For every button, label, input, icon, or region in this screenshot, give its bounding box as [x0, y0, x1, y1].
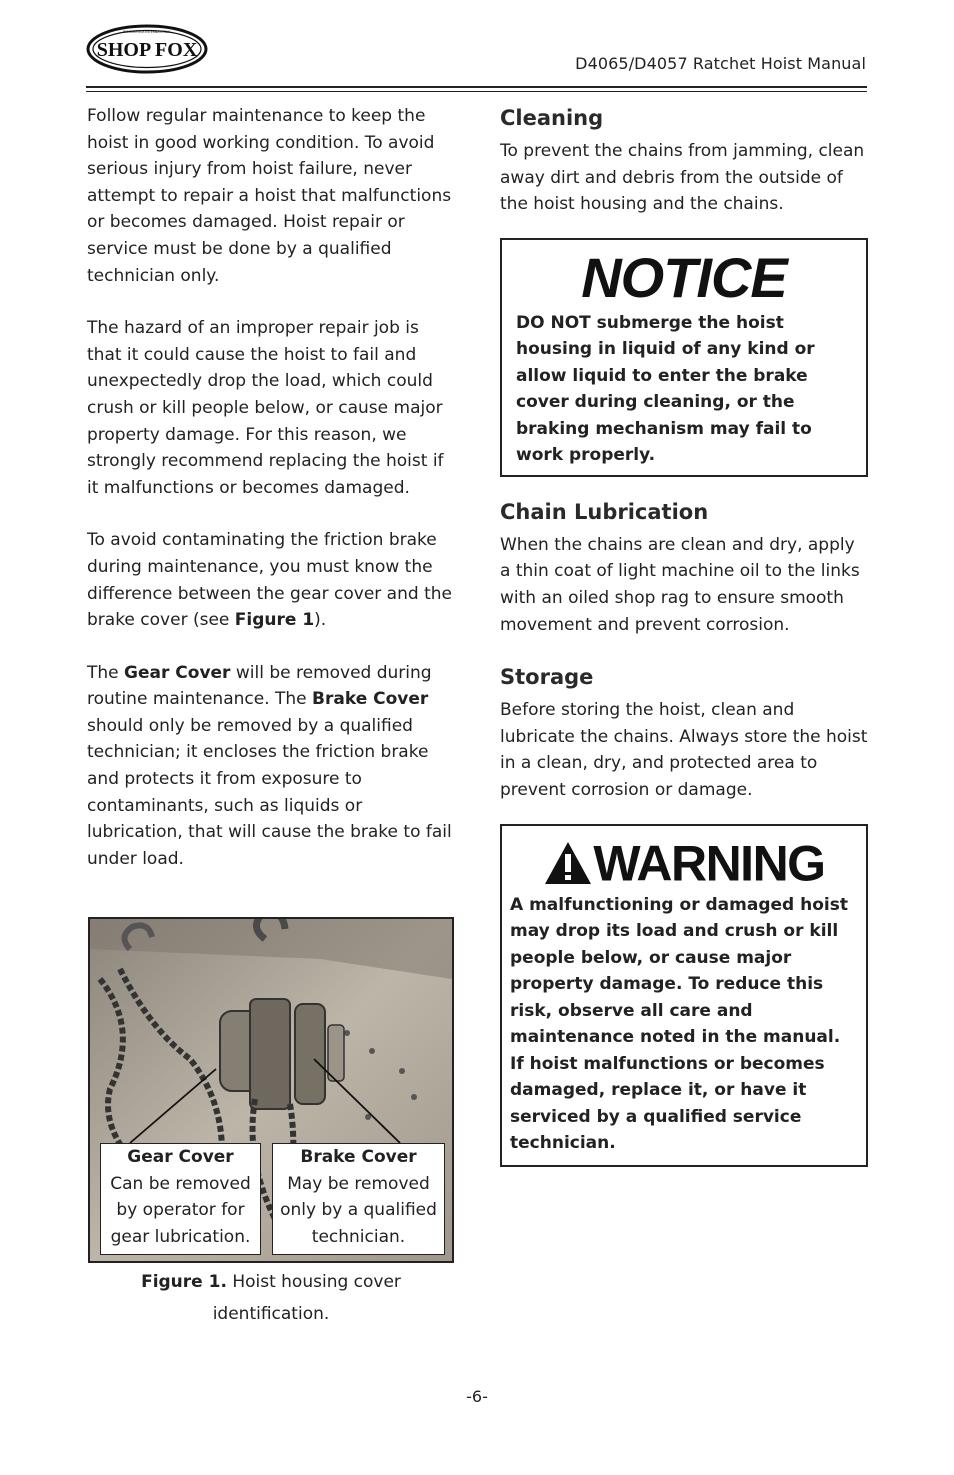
notice-box [500, 238, 868, 477]
logo-text: SHOP FOX [96, 39, 198, 61]
warning-box [500, 824, 868, 1167]
maintenance-paragraph-2: The hazard of an improper repair job is that it could cause the hoist to fail and unexpectedly drop the load, which could crush or kill people below, or cause major property damage. For this reason, we strongly recommend replacing the hoist if it malfunctions or becomes damaged. [87, 318, 444, 498]
gear-cover-title: Gear Cover [127, 1147, 234, 1167]
notice-text: DO NOT submerge the hoist housing in liquid of any kind or allow liquid to enter the brake cover during cleaning, or the braking mechanism may fail to work properly. [516, 312, 815, 466]
warning-header [510, 834, 858, 892]
gear-cover-term: Gear Cover [124, 662, 231, 683]
logo-small-text: WOODSTOCK INTERNATIONAL [123, 30, 171, 34]
gear-cover-callout [100, 1143, 261, 1255]
notice-title: NOTICE [581, 245, 787, 309]
figure-caption: Figure 1. Hoist housing cover identification. [141, 1272, 401, 1324]
chain-lubrication-text: When the chains are clean and dry, apply a thin coat of light machine oil to the links with an oiled shop rag to ensure smooth movement and prevent corrosion. [500, 534, 860, 635]
warning-title: WARNING [593, 835, 825, 892]
page-number: -6- [466, 1387, 488, 1406]
maintenance-paragraph-4: The Gear Cover will be removed during routine maintenance. The Brake Cover should only be removed by a qualified technician; it encloses the friction brake and protects it from exposure to contaminants, such as liquids or lubrication, that will cause the brake to fail under load. [87, 662, 452, 869]
gear-cover-text: Can be removed by operator for gear lubrication. [110, 1173, 251, 1247]
hoist-figure [88, 917, 454, 1263]
storage-heading: Storage [500, 665, 594, 690]
shop-fox-logo [86, 22, 208, 76]
manual-title: D4065/D4057 Ratchet Hoist Manual [575, 54, 866, 73]
brake-cover-callout [272, 1143, 445, 1255]
chain-lubrication-heading: Chain Lubrication [500, 499, 709, 524]
right-column [500, 103, 868, 1167]
warning-triangle-icon [543, 840, 593, 886]
brake-cover-term: Brake Cover [312, 689, 429, 710]
cleaning-text: To prevent the chains from jamming, clean away dirt and debris from the outside of the hoist housing and the chains. [500, 141, 865, 215]
left-column [87, 103, 457, 872]
header-rule-thin [86, 91, 867, 92]
cleaning-heading: Cleaning [500, 106, 604, 130]
storage-text: Before storing the hoist, clean and lubricate the chains. Always store the hoist in a clean, dry, and protected area to prevent corrosion or damage. [500, 700, 868, 800]
brake-cover-text: May be removed only by a qualified technician. [280, 1173, 437, 1247]
maintenance-paragraph-1: Follow regular maintenance to keep the hoist in good working condition. To avoid serious injury from hoist failure, never attempt to repair a hoist that malfunctions or becomes damaged. Hoist repair or service must be done by a qualified technician only. [87, 106, 452, 286]
header-rule [86, 86, 867, 88]
figure-reference: Figure 1 [234, 610, 315, 631]
maintenance-paragraph-3: To avoid contaminating the friction brake during maintenance, you must know the difference between the gear cover and the brake cover (see Figure 1). [87, 530, 452, 631]
warning-text: A malfunctioning or damaged hoist may drop its load and crush or kill people below, or cause major property damage. To reduce this risk, observe all care and maintenance noted in the manual. If hoist malfunctions or becomes damaged, replace it, or have it serviced by a qualified service technician. [510, 894, 848, 1154]
brake-cover-title: Brake Cover [300, 1147, 417, 1167]
